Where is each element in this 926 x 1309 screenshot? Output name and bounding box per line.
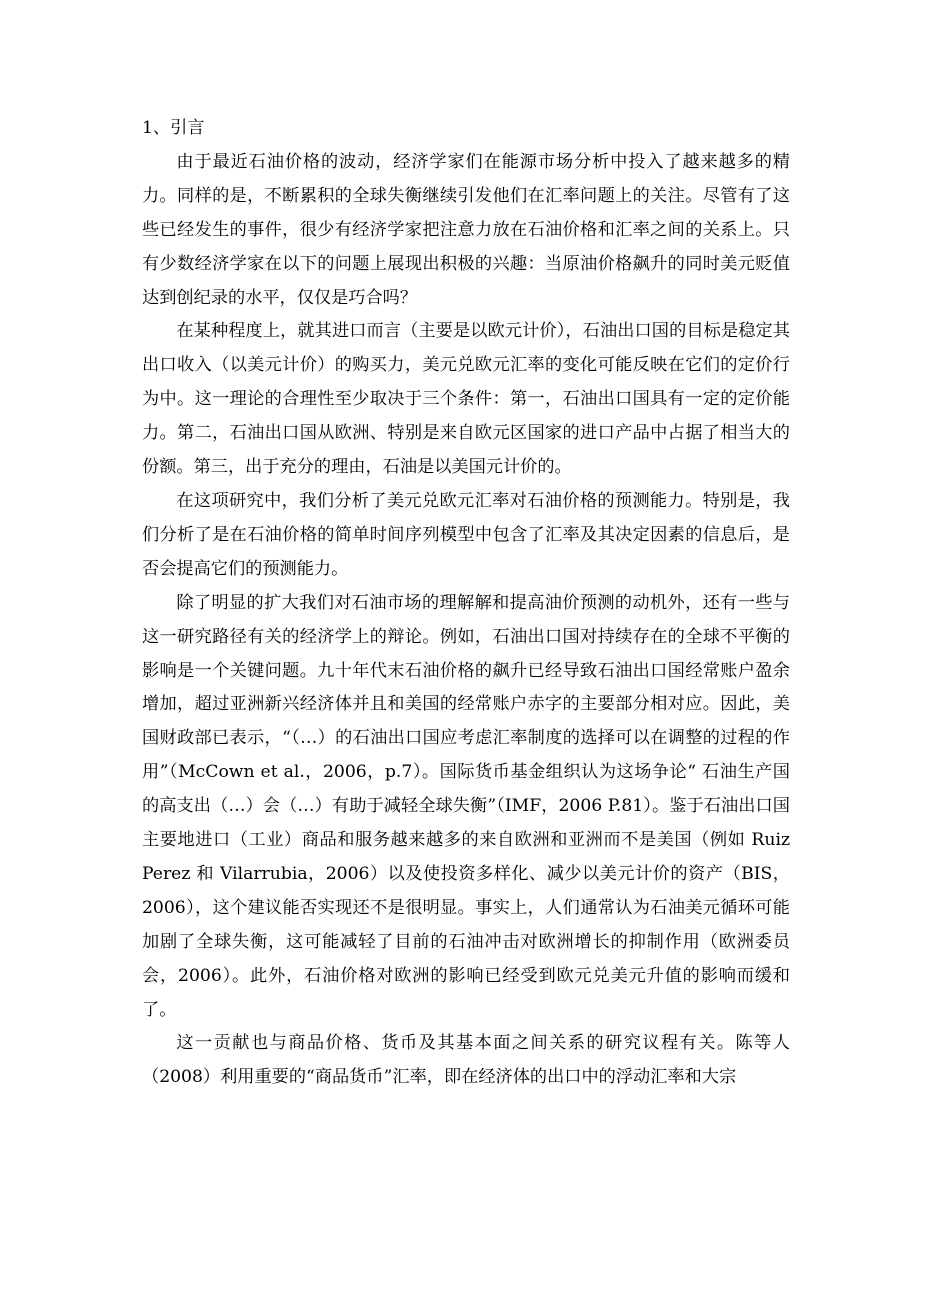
paragraph-1: 由于最近石油价格的波动，经济学家们在能源市场分析中投入了越来越多的精力。同样的是，不断累积的全球失衡继续引发他们在汇率问题上的关注。尽管有了这些已经发生的事件，很少有经济学家把注意力放在石油价格和汇率之间的关系上。只有少数经济学家在以下的问题上展现出积极的兴趣：当原油价格飙升的同时美元贬值达到创纪录的水平，仅仅是巧合吗？: [142, 151, 790, 308]
document-body: [142, 112, 790, 1095]
paragraph-3: 在这项研究中，我们分析了美元兑欧元汇率对石油价格的预测能力。特别是，我们分析了是在石油价格的简单时间序列模型中包含了汇率及其决定因素的信息后，是否会提高它们的预测能力。: [142, 490, 790, 579]
paragraph-4: 除了明显的扩大我们对石油市场的理解解和提高油价预测的动机外，还有一些与这一研究路径有关的经济学上的辩论。例如，石油出口国对持续存在的全球不平衡的影响是一个关键问题。九十年代末石油价格的飙升已经导致石油出口国经常账户盈余增加，超过亚洲新兴经济体并且和美国的经常账户赤字的主要部分相对应。因此，美国财政部已表示，“（…）的石油出口国应考虑汇率制度的选择可以在调整的过程的作用”（McCown et al.，2006，p.7）。国际货币基金组织认为这场争论“ 石油生产国的高支出（…）会（…）有助于减轻全球失衡”（IMF，2006 P.81）。鉴于石油出口国主要地进口（工业）商品和服务越来越多的来自欧洲和亚洲而不是美国（例如 Ruiz Perez 和 Vilarrubia，2006）以及使投资多样化、减少以美元计价的资产（BIS，2006），这个建议能否实现还不是很明显。事实上，人们通常认为石油美元循环可能加剧了全球失衡，这可能减轻了目前的石油冲击对欧洲增长的抑制作用（欧洲委员会，2006）。此外，石油价格对欧洲的影响已经受到欧元兑美元升值的影响而缓和了。: [142, 592, 790, 1020]
section-heading: 1、引言: [142, 118, 205, 138]
paragraph-5: 这一贡献也与商品价格、货币及其基本面之间关系的研究议程有关。陈等人（2008）利用重要的“商品货币”汇率，即在经济体的出口中的浮动汇率和大宗: [142, 1033, 790, 1088]
paragraph-2: 在某种程度上，就其进口而言（主要是以欧元计价），石油出口国的目标是稳定其出口收入（以美元计价）的购买力，美元兑欧元汇率的变化可能反映在它们的定价行为中。这一理论的合理性至少取决于三个条件：第一，石油出口国具有一定的定价能力。第二，石油出口国从欧洲、特别是来自欧元区国家的进口产品中占据了相当大的份额。第三，出于充分的理由，石油是以美国元计价的。: [142, 321, 790, 478]
